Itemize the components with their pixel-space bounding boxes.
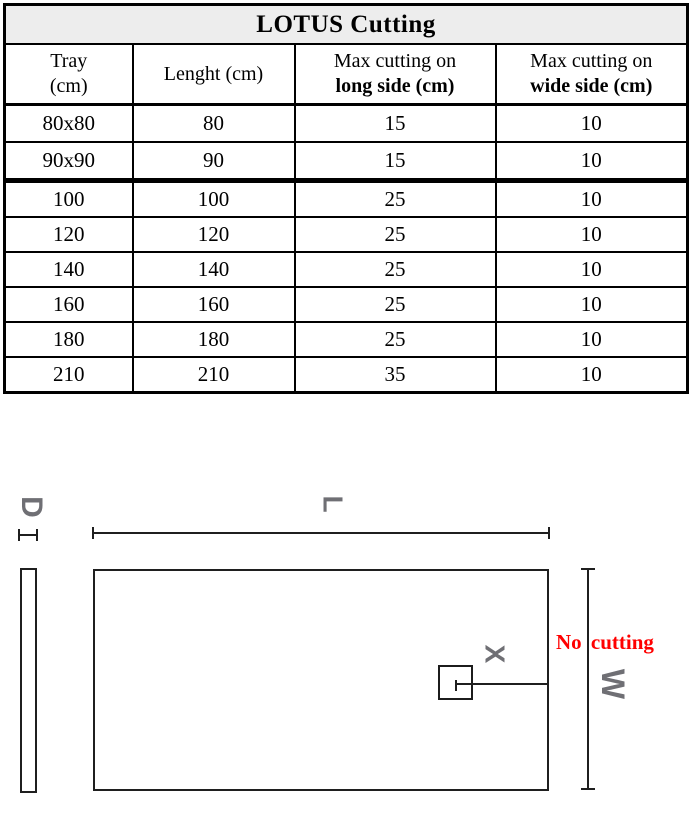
table-cell: 10 — [496, 181, 688, 218]
table-cell: 120 — [133, 217, 295, 252]
table-cell: 210 — [5, 357, 133, 393]
drain-center-tick — [455, 680, 457, 691]
table-cell: 100 — [5, 181, 133, 218]
table-cell: 120 — [5, 217, 133, 252]
table-cell: 10 — [496, 322, 688, 357]
label-depth: D — [14, 496, 48, 518]
table-cell: 25 — [295, 252, 496, 287]
table-cell: 90 — [133, 142, 295, 181]
label-drain-offset: X — [479, 644, 511, 664]
table-title-row — [5, 5, 688, 45]
column-header: Max cutting on wide side (cm) — [496, 44, 688, 105]
label-width: W — [595, 668, 632, 700]
table-cell: 90x90 — [5, 142, 133, 181]
dim-line-depth — [18, 534, 38, 536]
table-title: LOTUS Cutting — [5, 5, 688, 45]
table-cell: 160 — [133, 287, 295, 322]
table-row — [5, 217, 688, 252]
table-cell: 25 — [295, 181, 496, 218]
drain-offset-line — [457, 683, 549, 685]
table-cell: 160 — [5, 287, 133, 322]
table-cell: 10 — [496, 142, 688, 181]
column-header: Lenght (cm) — [133, 44, 295, 105]
dim-line-length — [92, 532, 550, 534]
cutting-table — [3, 3, 689, 394]
table-row — [5, 142, 688, 181]
tray-top-view — [93, 569, 549, 791]
table-cell: 140 — [5, 252, 133, 287]
table-cell: 10 — [496, 105, 688, 143]
table-row — [5, 287, 688, 322]
table-cell: 15 — [295, 142, 496, 181]
tray-side-view — [20, 568, 37, 793]
table-cell: 35 — [295, 357, 496, 393]
table-cell: 10 — [496, 357, 688, 393]
dim-line-width — [587, 568, 589, 790]
table-body — [5, 105, 688, 393]
table-row — [5, 252, 688, 287]
table-header-row — [5, 44, 688, 105]
table-cell: 25 — [295, 217, 496, 252]
table-row — [5, 105, 688, 143]
table-cell: 80x80 — [5, 105, 133, 143]
table-row — [5, 181, 688, 218]
column-header: Max cutting on long side (cm) — [295, 44, 496, 105]
tray-cutting-diagram — [0, 380, 689, 839]
table-cell: 210 — [133, 357, 295, 393]
table-cell: 180 — [133, 322, 295, 357]
label-length: L — [317, 495, 349, 513]
table-cell: 80 — [133, 105, 295, 143]
no-cutting-label: No cutting — [556, 630, 654, 654]
table-cell: 10 — [496, 287, 688, 322]
table-cell: 15 — [295, 105, 496, 143]
table-cell: 25 — [295, 322, 496, 357]
table-cell: 100 — [133, 181, 295, 218]
table-cell: 140 — [133, 252, 295, 287]
column-header: Tray (cm) — [5, 44, 133, 105]
table-cell: 10 — [496, 217, 688, 252]
table-cell: 25 — [295, 287, 496, 322]
table-cell: 10 — [496, 252, 688, 287]
table-cell: 180 — [5, 322, 133, 357]
table-row — [5, 322, 688, 357]
